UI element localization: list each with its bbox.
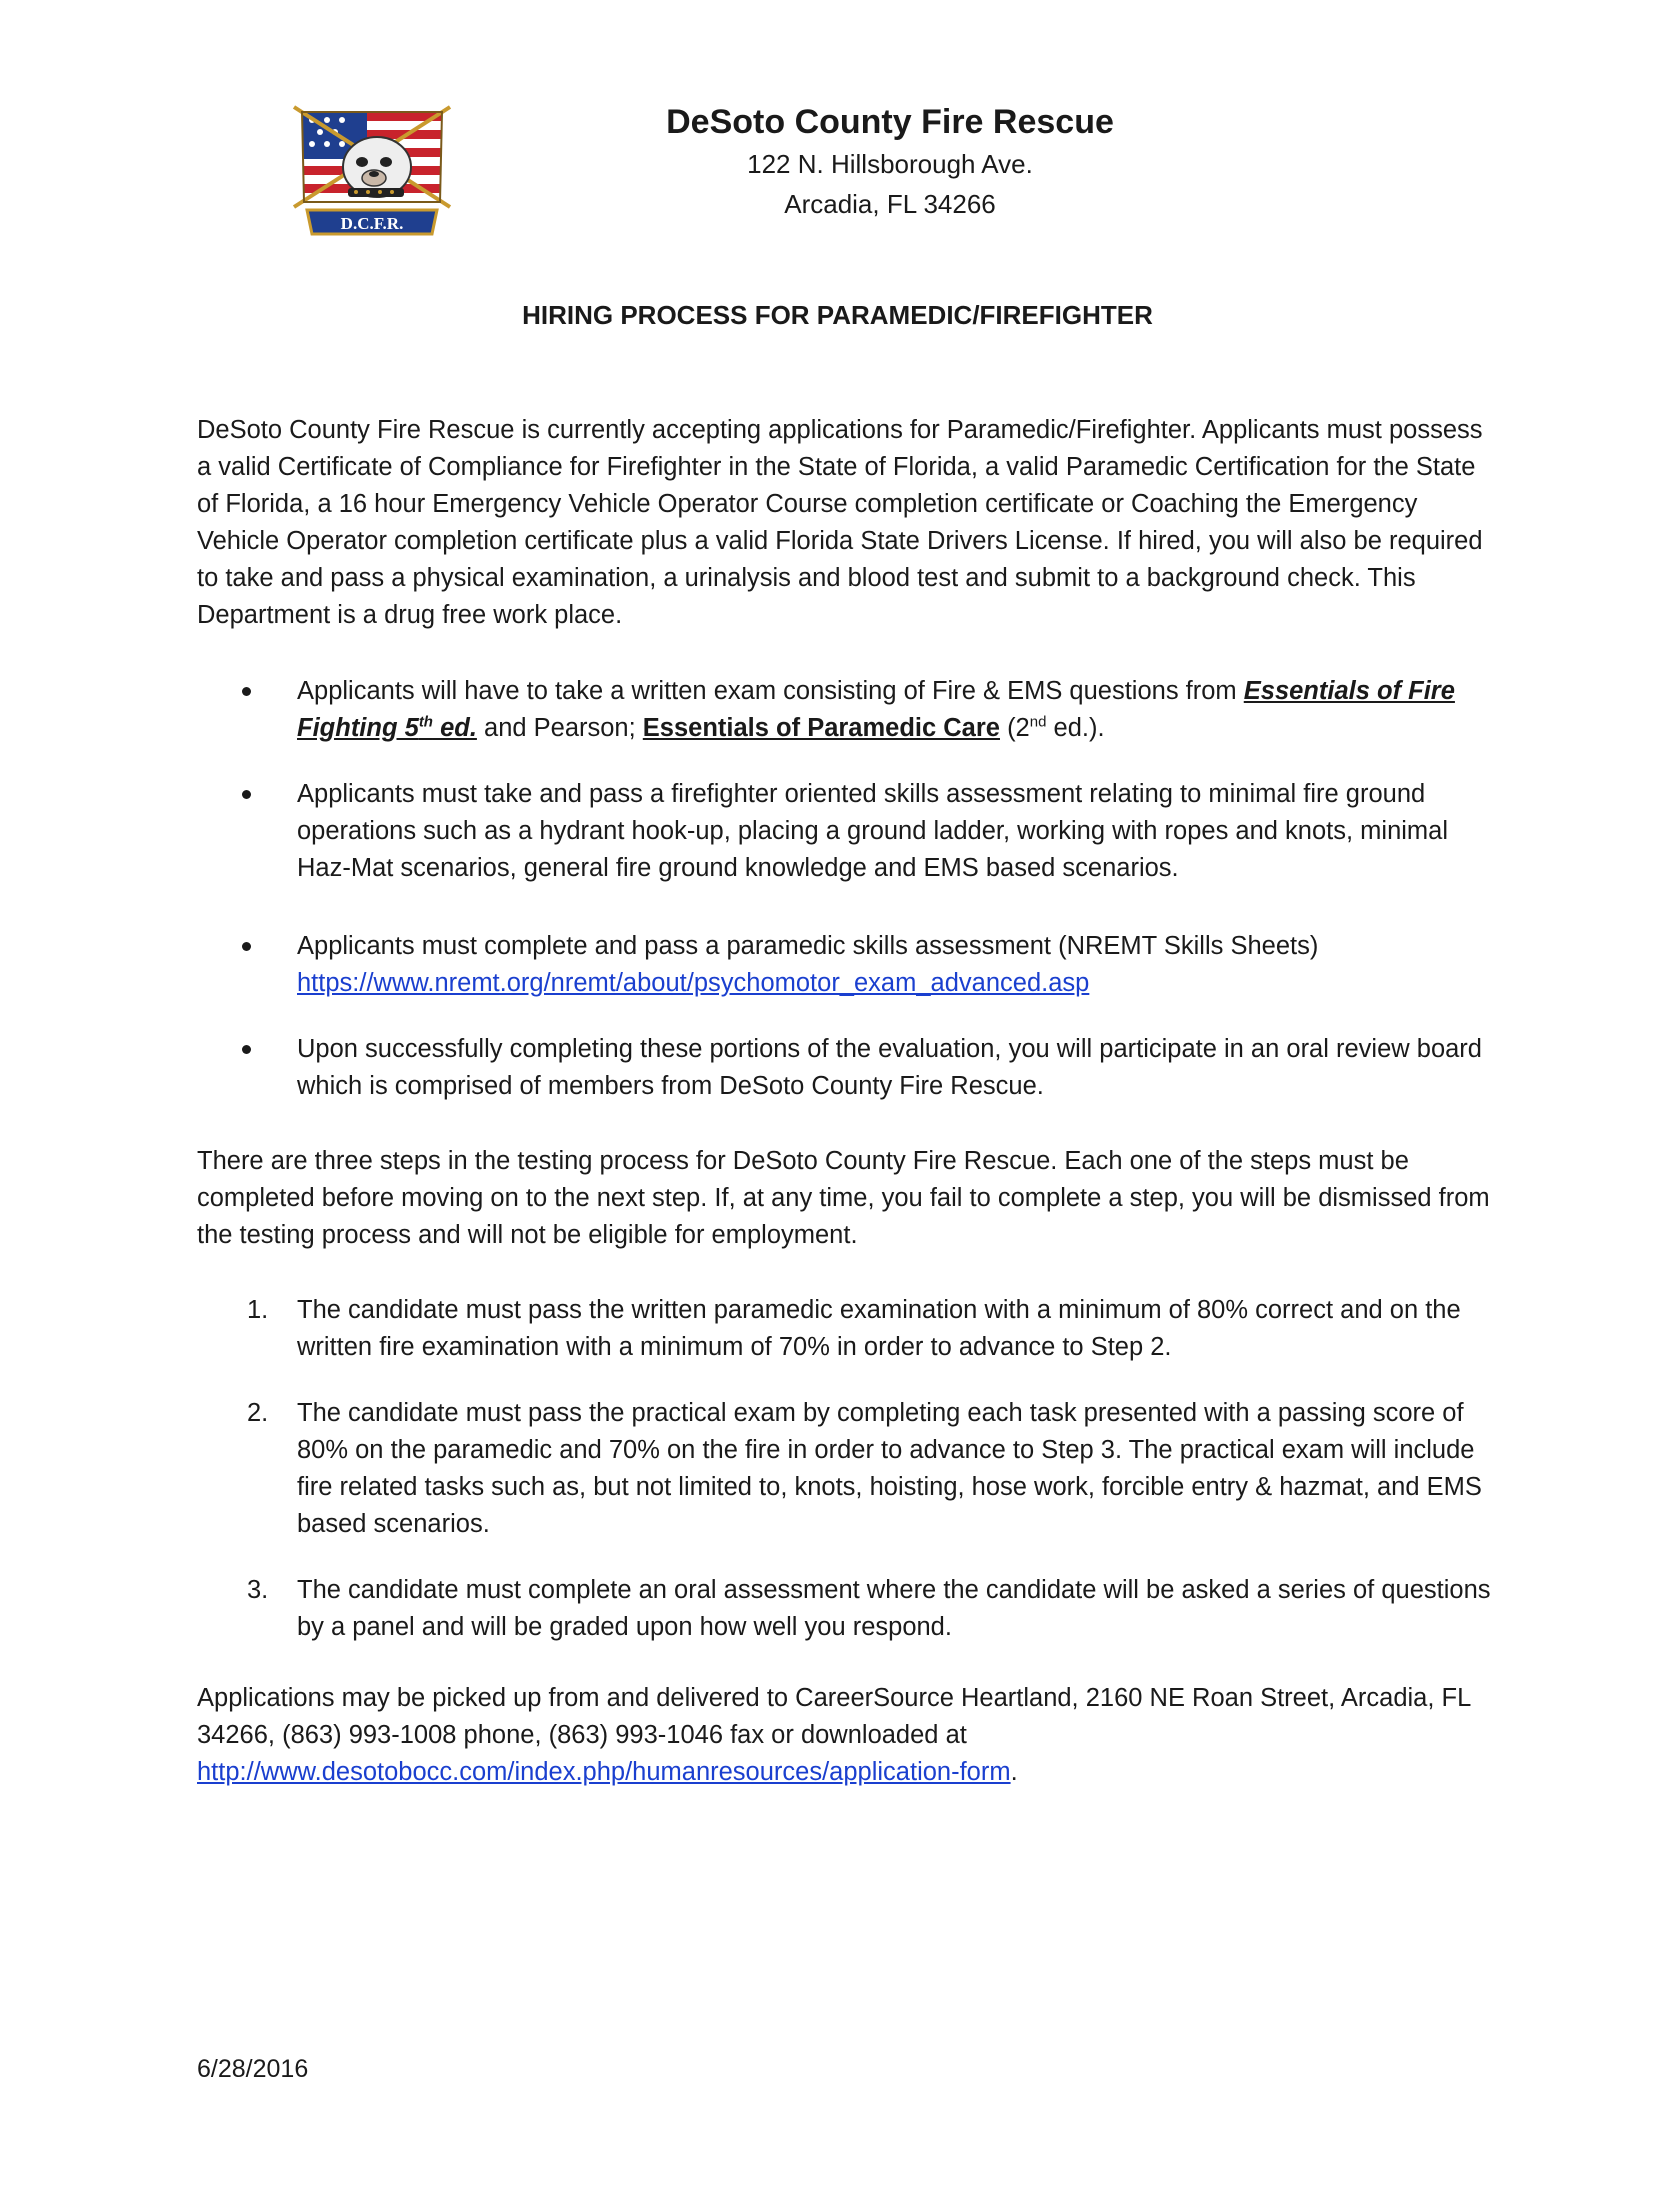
book-title-fire-fighting-text: Essentials of Fire Fighting 5 (297, 677, 1455, 742)
bullet-icon (242, 687, 251, 696)
edition-sup: nd (1029, 713, 1047, 731)
bullet-item-paramedic-skills (197, 928, 1497, 1002)
step-item (197, 1395, 1497, 1543)
address-line-1: 122 N. Hillsborough Ave. (747, 149, 1033, 179)
dcfr-logo-icon (282, 92, 462, 252)
step-text: The candidate must pass the practical exam by completing each task presented with a passing score of 80% on the paramedic and 70% on the fire in order to advance to Step 3. The practical exam will include fire related tasks such as, but not limited to, knots, hoisting, hose work, forcible entry & hazmat, and EMS based scenarios. (297, 1399, 1482, 1538)
dcfr-emblem-graphic (282, 92, 462, 252)
step-number: 1. (247, 1296, 269, 1324)
bullet-text: Upon successfully completing these portions of the evaluation, you will participate in an oral review board which is comprised of members from DeSoto County Fire Rescue. (297, 1035, 1482, 1100)
footer-date: 6/28/2016 (197, 2055, 309, 2083)
document-title: HIRING PROCESS FOR PARAMEDIC/FIREFIGHTER (522, 300, 1153, 330)
bullet-icon (242, 1045, 251, 1054)
steps-intro-paragraph: There are three steps in the testing process for DeSoto County Fire Rescue. Each one of the steps must be completed before moving on to the next step. If, at any time, you fail to complete a step, you will be dismissed from the testing process and will not be eligible for employment. (197, 1147, 1490, 1249)
step-text: The candidate must complete an oral assessment where the candidate will be asked a series of questions by a panel and will be graded upon how well you respond. (297, 1576, 1491, 1641)
step-text: The candidate must pass the written paramedic examination with a minimum of 80% correct and on the written fire examination with a minimum of 70% in order to advance to Step 2. (297, 1296, 1461, 1361)
applications-text: Applications may be picked up from and delivered to CareerSource Heartland, 2160 NE Roan Street, Arcadia, FL 34266, (863) 993-1008 phone, (863) 993-1046 fax or downloaded at (197, 1684, 1471, 1749)
testing-steps-list (197, 1292, 1497, 1646)
nremt-link[interactable]: https://www.nremt.org/nremt/about/psychomotor_exam_advanced.asp (297, 969, 1090, 997)
step-number: 3. (247, 1576, 269, 1604)
book-title-paramedic-care: Essentials of Paramedic Care (642, 714, 1000, 742)
applications-suffix: . (1010, 1758, 1018, 1786)
bullet-text-mid: and Pearson; (476, 714, 643, 742)
book-edition-sup: th (418, 713, 433, 731)
bullet-text-post: ed.). (1046, 714, 1105, 742)
step-item (197, 1292, 1497, 1366)
logo-banner-text: D.C.F.R. (340, 214, 404, 233)
intro-paragraph: DeSoto County Fire Rescue is currently accepting applications for Paramedic/Firefighter. Applicants must possess a valid Certificate of Compliance for Firefighter in the State of Florida, a valid Paramedic Certification for the State of Florida, a 16 hour Emergency Vehicle Operator Course completion certificate or Coaching the Emergency Vehicle Operator completion certificate plus a valid Florida State Drivers License. If hired, you will also be required to take and pass a physical examination, a urinalysis and blood test and submit to a background check. This Department is a drug free work place. (197, 416, 1483, 629)
bullet-item-skills-assessment (197, 776, 1497, 887)
step-item (197, 1572, 1497, 1646)
bullet-icon (242, 942, 251, 951)
organization-name: DeSoto County Fire Rescue (666, 103, 1114, 141)
letterhead (580, 100, 1200, 224)
step-number: 2. (247, 1399, 269, 1427)
bullet-item-oral-board (197, 1031, 1497, 1105)
book-edition-suffix: ed. (432, 714, 477, 742)
applications-paragraph (197, 1680, 1497, 1791)
bullet-text-post-pre: (2 (999, 714, 1030, 742)
bullet-text-pre: Applicants will have to take a written exam consisting of Fire & EMS questions from (297, 677, 1244, 705)
bullet-text: Applicants must complete and pass a paramedic skills assessment (NREMT Skills Sheets) (297, 932, 1319, 960)
bullet-text: Applicants must take and pass a firefighter oriented skills assessment relating to minimal fire ground operations such as a hydrant hook-up, placing a ground ladder, working with ropes and knots, minimal Haz-Mat scenarios, general fire ground knowledge and EMS based scenarios. (297, 780, 1448, 882)
address-line-2: Arcadia, FL 34266 (784, 189, 996, 219)
requirements-bullet-list (197, 673, 1497, 1105)
application-form-link[interactable]: http://www.desotobocc.com/index.php/humanresources/application-form (197, 1758, 1011, 1786)
bullet-icon (242, 790, 251, 799)
bullet-item-written-exam (197, 673, 1497, 747)
